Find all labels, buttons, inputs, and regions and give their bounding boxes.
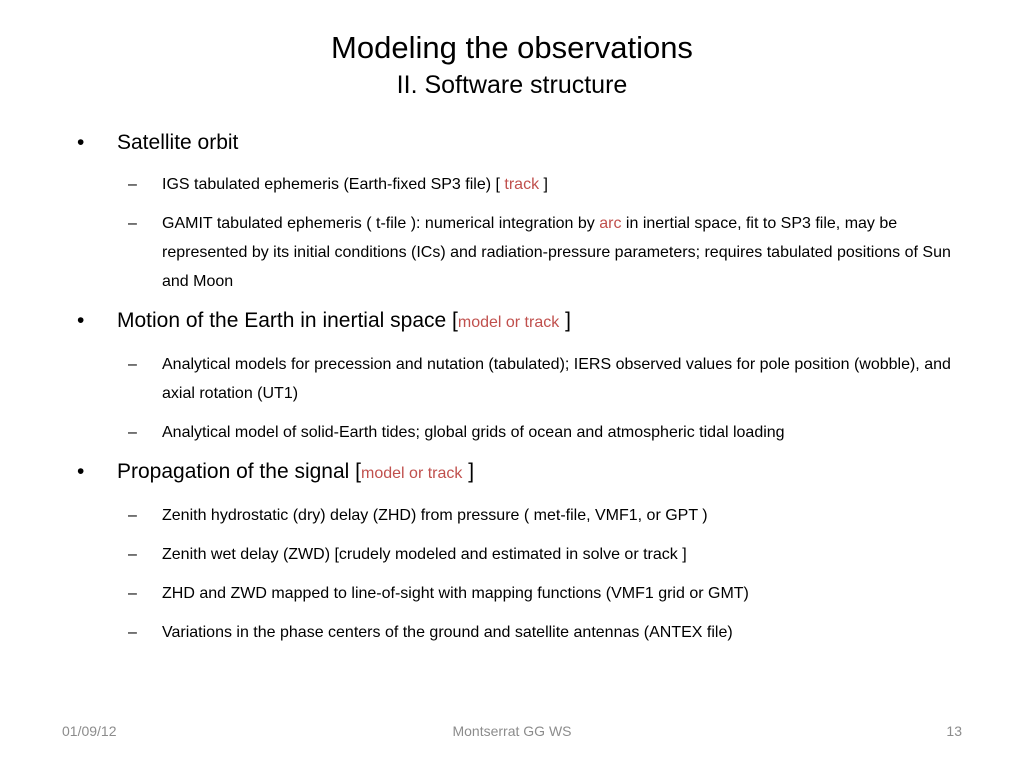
bullet-icon: • bbox=[77, 309, 85, 332]
sub-bullet-text: IGS tabulated ephemeris (Earth-fixed SP3 file) [ bbox=[162, 176, 505, 193]
bullet-heading-end: ] bbox=[559, 309, 571, 332]
bullet-heading: Motion of the Earth in inertial space [ bbox=[117, 309, 458, 332]
sub-bullet-text: Variations in the phase centers of the ground and satellite antennas (ANTEX file) bbox=[162, 624, 733, 641]
highlight-track: track bbox=[504, 176, 540, 193]
sub-bullet-text: Analytical model of solid-Earth tides; global grids of ocean and atmospheric tidal loading bbox=[162, 424, 785, 441]
slide-title: Modeling the observations bbox=[331, 30, 693, 65]
dash-icon: – bbox=[128, 176, 137, 193]
slide-content bbox=[77, 128, 977, 657]
sub-bullet-zwd bbox=[77, 540, 977, 569]
sub-bullet-gamit bbox=[77, 209, 977, 296]
dash-icon: – bbox=[128, 624, 137, 641]
bullet-heading: Propagation of the signal [ bbox=[117, 460, 362, 483]
dash-icon: – bbox=[128, 356, 137, 373]
dash-icon: – bbox=[128, 424, 137, 441]
dash-icon: – bbox=[128, 215, 137, 232]
sub-bullet-text: Zenith wet delay (ZWD) [crudely modeled and estimated in solve or track ] bbox=[162, 546, 687, 563]
bullet-heading: Satellite orbit bbox=[117, 131, 239, 154]
bullet-icon: • bbox=[77, 460, 85, 483]
sub-bullet-text-end: in inertial space, fit to SP3 file, may be represented by its initial conditions (ICs) and radiation-pressure parameters; requires tabulated positions of Sun and Moon bbox=[162, 215, 951, 290]
bullet-earth-motion bbox=[77, 306, 977, 338]
sub-bullet-zhd bbox=[77, 501, 977, 530]
bullet-signal-propagation bbox=[77, 457, 977, 489]
slide-number: 13 bbox=[946, 723, 962, 739]
sub-bullet-precession bbox=[77, 350, 977, 408]
title-block bbox=[0, 28, 1024, 100]
footer-title: Montserrat GG WS bbox=[452, 723, 572, 739]
sub-bullet-antennas bbox=[77, 618, 977, 647]
dash-icon: – bbox=[128, 507, 137, 524]
sub-bullet-text: Zenith hydrostatic (dry) delay (ZHD) from pressure ( met-file, VMF1, or GPT ) bbox=[162, 507, 708, 524]
bullet-icon: • bbox=[77, 131, 85, 154]
sub-bullet-tides bbox=[77, 418, 977, 447]
highlight-arc: arc bbox=[599, 215, 622, 232]
slide-subtitle: II. Software structure bbox=[396, 71, 628, 99]
sub-bullet-mapping bbox=[77, 579, 977, 608]
footer-date: 01/09/12 bbox=[62, 723, 117, 739]
dash-icon: – bbox=[128, 585, 137, 602]
sub-bullet-text: Analytical models for precession and nutation (tabulated); IERS observed values for pole position (wobble), and axial rotation (UT1) bbox=[162, 356, 951, 402]
bullet-satellite-orbit bbox=[77, 128, 977, 158]
highlight-model-or-track: model or track bbox=[457, 314, 560, 331]
sub-bullet-text: GAMIT tabulated ephemeris ( t-file ): numerical integration by bbox=[162, 215, 600, 232]
sub-bullet-text: ZHD and ZWD mapped to line-of-sight with mapping functions (VMF1 grid or GMT) bbox=[162, 585, 749, 602]
sub-bullet-igs bbox=[77, 170, 977, 199]
bullet-heading-end: ] bbox=[462, 460, 475, 483]
sub-bullet-text-end: ] bbox=[539, 176, 548, 193]
highlight-model-or-track: model or track bbox=[361, 465, 463, 482]
dash-icon: – bbox=[128, 546, 137, 563]
